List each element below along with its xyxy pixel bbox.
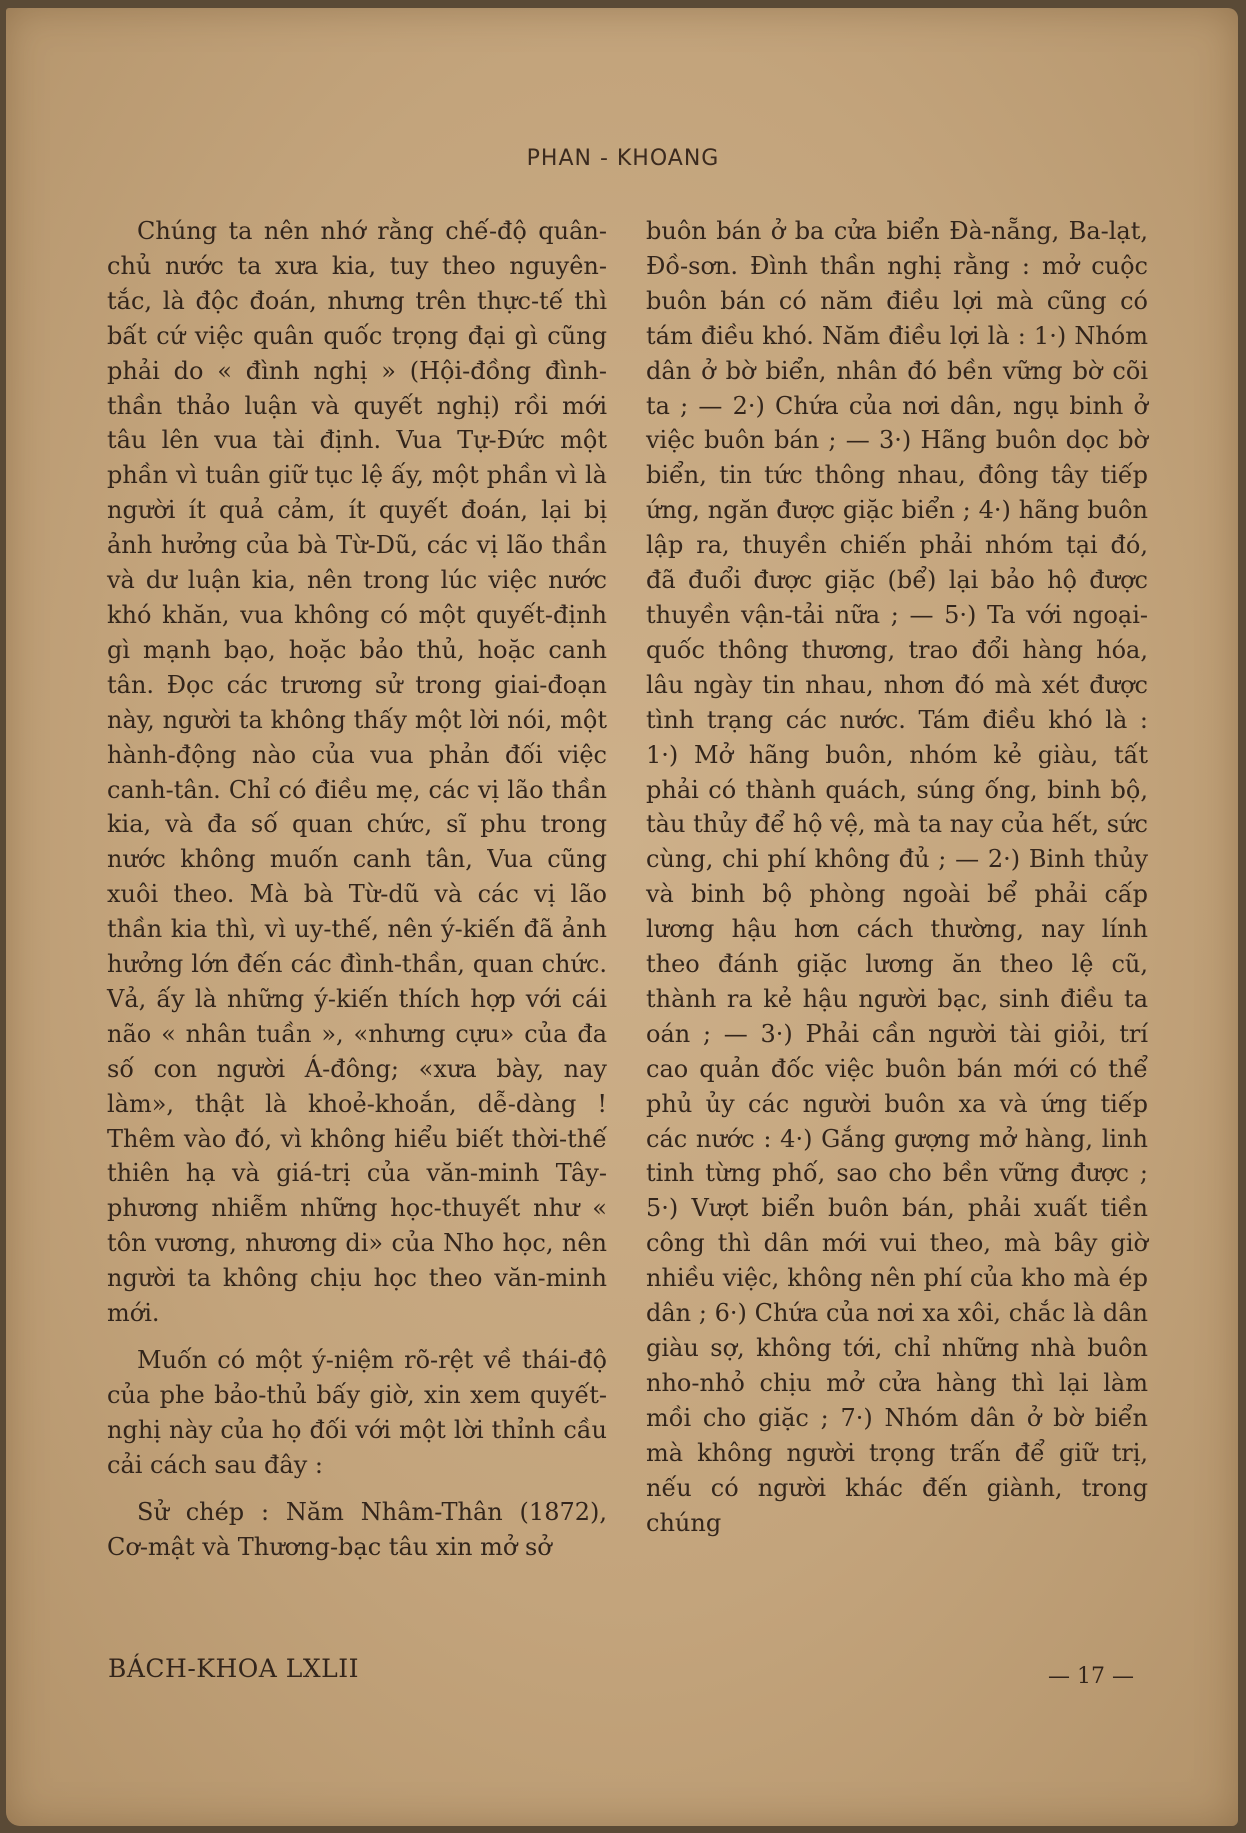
left-paragraph-2: Muốn có một ý-niệm rõ-rệt về thái-độ của phe bảo-thủ bấy giờ, xin xem quyết-nghị này của họ đối với một lời thỉnh cầu cải cách sau đây :	[107, 1346, 607, 1479]
right-column	[646, 214, 1148, 1540]
running-title: PHAN - KHOANG	[526, 146, 720, 171]
right-paragraph-1: buôn bán ở ba cửa biển Đà-nẵng, Ba-lạt, Đồ-sơn. Đình thần nghị rằng : mở cuộc buôn bán có năm điều lợi mà cũng có tám điều khó. Năm điều lợi là : 1·) Nhóm dân ở bờ biển, nhân đó bền vững bờ cõi ta ; — 2·) Chứa của nơi dân, ngụ binh ở việc buôn bán ; — 3·) Hãng buôn dọc bờ biển, tin tức thông nhau, đông tây tiếp ứng, ngăn được giặc biển ; 4·) hãng buôn lập ra, thuyền chiến phải nhóm tại đó, đã đuổi được giặc (bể) lại bảo hộ được thuyền vận-tải nữa ; — 5·) Ta với ngoại-quốc thông thương, trao đổi hàng hóa, lâu ngày tin nhau, nhơn đó mà xét được tình trạng các nước. Tám điều khó là : 1·) Mở hãng buôn, nhóm kẻ giàu, tất phải có thành quách, súng ống, binh bộ, tàu thủy để hộ vệ, mà ta nay của hết, sức cùng, chi phí không đủ ; — 2·) Binh thủy và binh bộ phòng ngoài bể phải cấp lương hậu hơn cách thường, nay lính theo đánh giặc lương ăn theo lệ cũ, thành ra kẻ hậu người bạc, sinh điều ta oán ; — 3·) Phải cần người tài giỏi, trí cao quản đốc việc buôn bán mới có thể phủ ủy các người buôn xa và ứng tiếp các nước : 4·) Gắng gượng mở hàng, linh tinh từng phố, sao cho bền vững được ; 5·) Vượt biển buôn bán, phải xuất tiền công thì dân mới vui theo, mà bây giờ nhiều việc, không nên phí của kho mà ép dân ; 6·) Chứa của nơi xa xôi, chắc là dân giàu sợ, không tới, chỉ những nhà buôn nho-nhỏ chịu mở cửa hàng thì lại làm mồi cho giặc ; 7·) Nhóm dân ở bờ biển mà không người trọng trấn để giữ trị, nếu có người khác đến giành, trong chúng	[646, 217, 1148, 1537]
publication-footer: BÁCH-KHOA LXLII	[108, 1654, 360, 1683]
left-paragraph-1: Chúng ta nên nhớ rằng chế-độ quân-chủ nước ta xưa kia, tuy theo nguyên-tắc, là độc đoán, nhưng trên thực-tế thì bất cứ việc quân quốc trọng đại gì cũng phải do « đình nghị » (Hội-đồng đình-thần thảo luận và quyết nghị) rồi mới tâu lên vua tài định. Vua Tự-Đức một phần vì tuân giữ tục lệ ấy, một phần vì là người ít quả cảm, ít quyết đoán, lại bị ảnh hưởng của bà Từ-Dũ, các vị lão thần và dư luận kia, nên trong lúc việc nước khó khăn, vua không có một quyết-định gì mạnh bạo, hoặc bảo thủ, hoặc canh tân. Đọc các trương sử trong giai-đoạn này, người ta không thấy một lời nói, một hành-động nào của vua phản đối việc canh-tân. Chỉ có điều mẹ, các vị lão thần kia, và đa số quan chức, sĩ phu trong nước không muốn canh tân, Vua cũng xuôi theo. Mà bà Từ-dũ và các vị lão thần kia thì, vì uy-thế, nên ý-kiến đã ảnh hưởng lớn đến các đình-thần, quan chức. Vả, ấy là những ý-kiến thích hợp với cái não « nhân tuần », «nhưng cựu» của đa số con người Á-đông; «xưa bày, nay làm», thật là khoẻ-khoắn, dễ-dàng ! Thêm vào đó, vì không hiểu biết thời-thế thiên hạ và giá-trị của văn-minh Tây-phương nhiễm những học-thuyết như « tôn vương, nhương di» của Nho học, nên người ta không chịu học theo văn-minh mới.	[107, 217, 607, 1328]
page-number: — 17 —	[1048, 1664, 1134, 1689]
left-column	[107, 214, 607, 1564]
left-paragraph-3: Sử chép : Năm Nhâm-Thân (1872), Cơ-mật và Thương-bạc tâu xin mở sở	[107, 1497, 607, 1561]
